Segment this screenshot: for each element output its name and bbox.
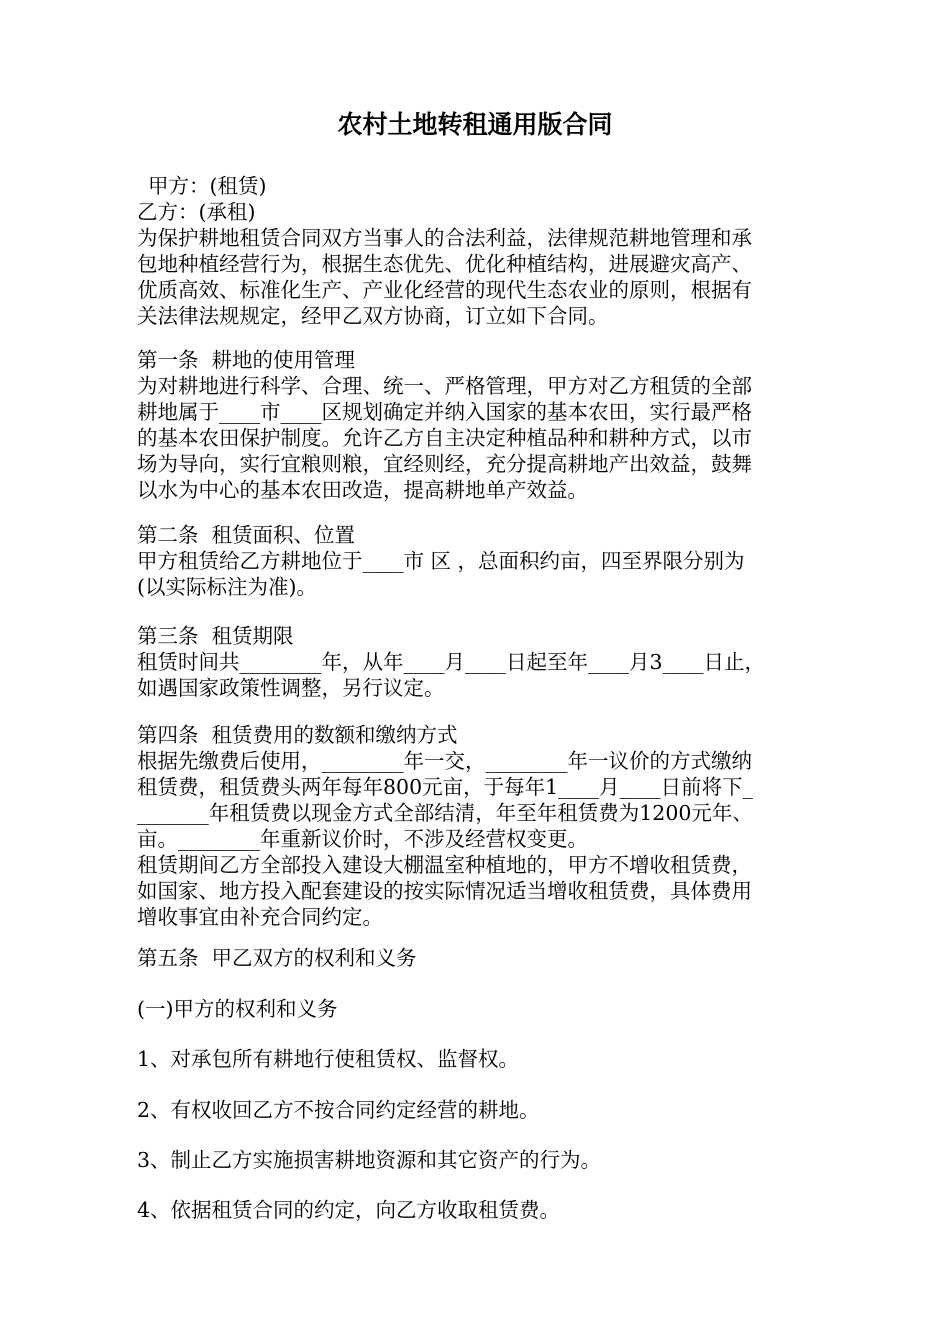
section-a-item-3	[137, 1147, 827, 1173]
article-line: 的基本农田保护制度。允许乙方自主决定种植品种和耕种方式，以市	[137, 426, 752, 450]
preamble-line: 关法律法规规定，经甲乙双方协商，订立如下合同。	[137, 304, 609, 328]
article-heading: 第一条 耕地的使用管理	[137, 348, 356, 372]
article-line: 为对耕地进行科学、合理、统一、严格管理，甲方对乙方租赁的全部	[137, 374, 752, 398]
article-line: 根据先缴费后使用，________年一交，________年一议价的方式缴纳	[137, 749, 752, 773]
article-line: 租赁费，租赁费头两年每年800元亩，于每年1____月____日前将下_	[137, 775, 753, 799]
article-2	[137, 522, 827, 600]
page-title: 农村土地转租通用版合同	[337, 110, 613, 139]
section-a-item-4	[137, 1197, 827, 1223]
article-4	[137, 722, 827, 930]
section-a-item-2	[137, 1097, 827, 1123]
article-line: 耕地属于____市____区规划确定并纳入国家的基本农田，实行最严格	[137, 400, 752, 424]
article-line: 以水为中心的基本农田改造，提高耕地单产效益。	[137, 478, 588, 502]
article-heading: 第四条 租赁费用的数额和缴纳方式	[137, 723, 458, 747]
article-heading: 第三条 租赁期限	[137, 624, 294, 648]
preamble-line: 包地种植经营行为，根据生态优先、优化种植结构，进展避灾高产、	[137, 252, 752, 276]
article-line: 场为导向，实行宜粮则粮，宜经则经，充分提高耕地产出效益，鼓舞	[137, 452, 752, 476]
article-heading: 第二条 租赁面积、位置	[137, 523, 356, 547]
article-line: 如遇国家政策性调整，另行议定。	[137, 676, 445, 700]
article-5	[137, 945, 827, 971]
preamble-line: 为保护耕地租赁合同双方当事人的合法利益，法律规范耕地管理和承	[137, 226, 752, 250]
party-a: 甲方：(租赁)	[148, 174, 267, 198]
party-b: 乙方：(承租)	[137, 200, 256, 224]
section-a-item-1	[137, 1046, 827, 1072]
article-1	[137, 347, 827, 503]
preamble-line: 优质高效、标准化生产、产业化经营的现代生态农业的原则，根据有	[137, 278, 752, 302]
article-line: 亩。________年重新议价时，不涉及经营权变更。	[137, 827, 588, 851]
article-line: (以实际标注为准)。	[137, 575, 317, 599]
article-heading: 第五条 甲乙双方的权利和义务	[137, 946, 417, 970]
parties-block	[137, 173, 827, 329]
list-item: 3、制止乙方实施损害耕地资源和其它资产的行为。	[137, 1148, 602, 1172]
section-heading: (一)甲方的权利和义务	[137, 997, 338, 1021]
list-item: 1、对承包所有耕地行使租赁权、监督权。	[137, 1047, 520, 1071]
article-line: 租赁时间共________年，从年____月____日起至年____月3____日止，	[137, 650, 766, 674]
section-a-heading-block	[137, 996, 827, 1022]
article-line: 租赁期间乙方全部投入建设大棚温室种植地的，甲方不增收租赁费，	[137, 853, 752, 877]
contract-page	[137, 0, 827, 1344]
article-line: 如国家、地方投入配套建设的按实际情况适当增收租赁费，具体费用	[137, 879, 752, 903]
list-item: 2、有权收回乙方不按合同约定经营的耕地。	[137, 1098, 540, 1122]
article-line: 增收事宜由补充合同约定。	[137, 905, 383, 929]
article-line: 甲方租赁给乙方耕地位于____市 区 ，总面积约亩，四至界限分别为	[137, 549, 745, 573]
list-item: 4、依据租赁合同的约定，向乙方收取租赁费。	[137, 1198, 561, 1222]
article-3	[137, 623, 827, 701]
article-line: _______年租赁费以现金方式全部结清，年至年租赁费为1200元年、	[137, 801, 753, 825]
